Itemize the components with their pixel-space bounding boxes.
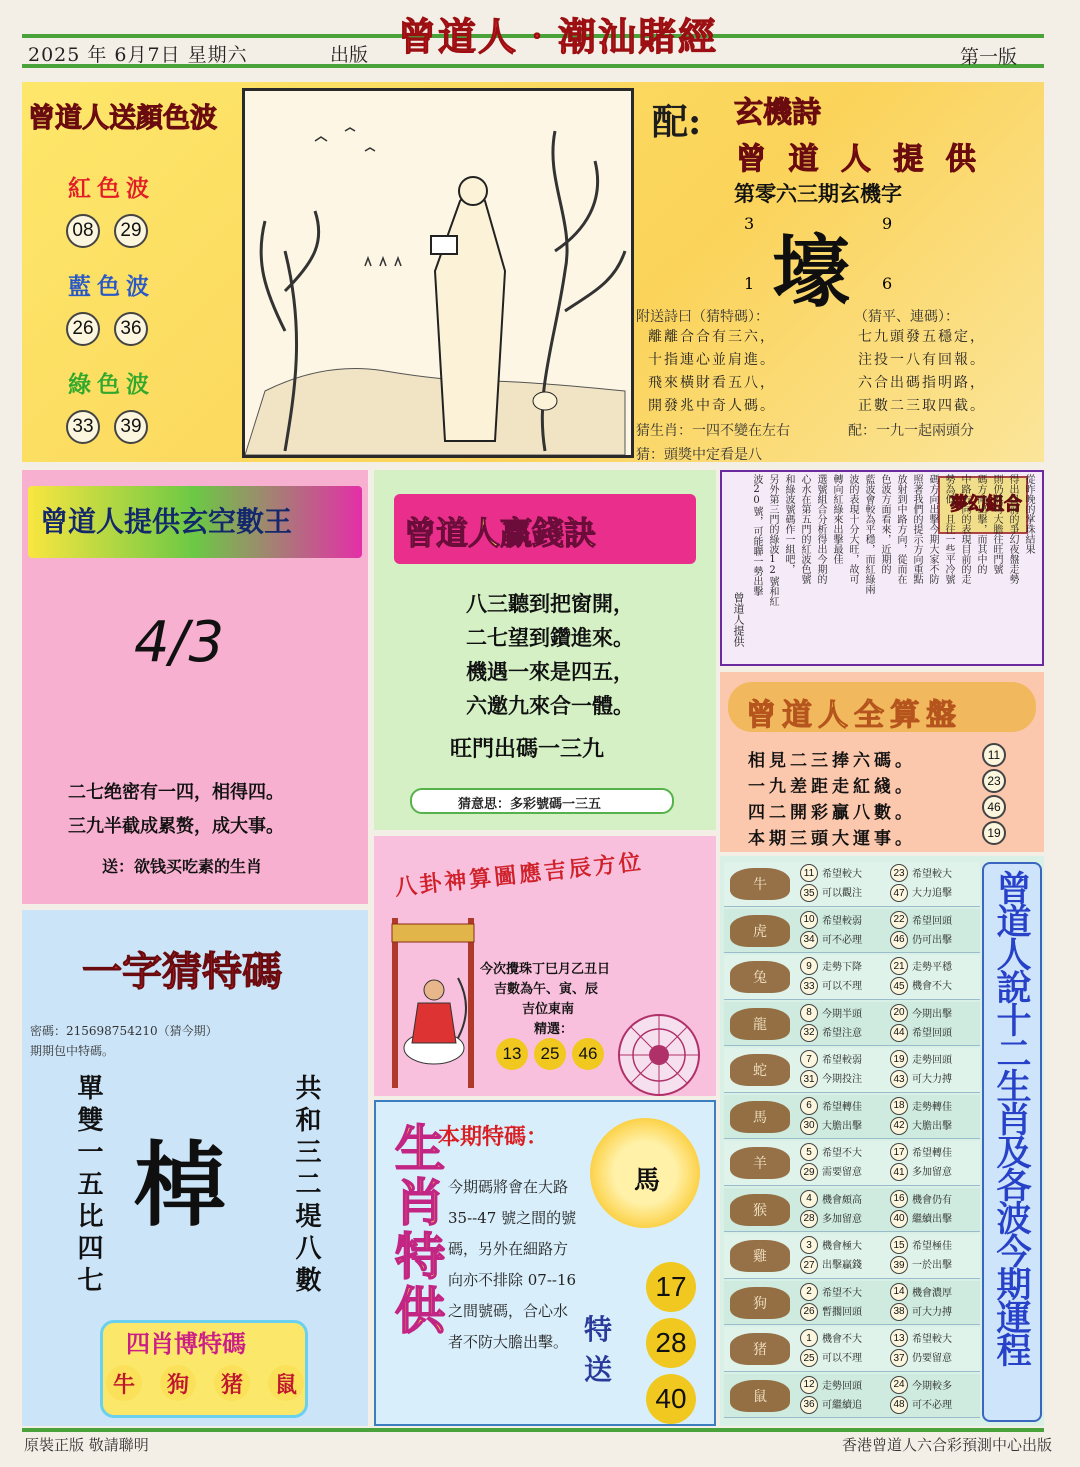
poem-right-lines (858, 326, 986, 418)
xuankong-gift: 送：欲钱买吃素的生肖 (102, 857, 263, 876)
zodiac-text-3: 今期較多 (912, 1380, 952, 1392)
zodiac-text-2: 出擊贏錢 (822, 1260, 862, 1271)
fantasy-column: 則仍然可大膽往旺門號 (991, 474, 1002, 574)
zodiac-num-a: 3 (800, 1236, 818, 1254)
zodiac-num-b: 40 (890, 1210, 908, 1228)
zodiac-num-b: 16 (890, 1190, 908, 1208)
zodiac-num-a: 25 (800, 1349, 818, 1367)
zodiac-text-4: 可大力搏 (912, 1306, 952, 1318)
zodiac-num-a: 29 (800, 1163, 818, 1181)
zodiac-row (724, 1327, 980, 1372)
zodiac-text-2: 希望注意 (822, 1027, 862, 1039)
zodiac-num-a: 6 (800, 1097, 818, 1115)
zodiac-text-2: 大膽出擊 (822, 1120, 862, 1132)
zodiac-num-a: 36 (800, 1396, 818, 1414)
zodiac-text-3: 走勢平穩 (912, 962, 952, 973)
zodiac-num-b: 19 (890, 1050, 908, 1068)
zodiac-num-a: 32 (800, 1024, 818, 1042)
zodiac-animal: 羊 (730, 1147, 790, 1179)
win-hint: 猜意思：多彩號碼一三五 (458, 797, 602, 812)
zodiac-num-b: 20 (890, 1004, 908, 1022)
zodiac-text-1: 今期半頭 (822, 1008, 862, 1020)
calc-row-number: 23 (982, 769, 1006, 793)
zodiac-animal: 雞 (730, 1240, 790, 1272)
zodiac-num-a: 9 (800, 957, 818, 975)
zodiac-animal: 馬 (730, 1101, 790, 1133)
zodiac-num-a: 26 (800, 1303, 818, 1321)
special-zodiac: 馬 (634, 1166, 661, 1196)
zodiac-row (724, 909, 980, 954)
bagua-line-1: 今次攪珠丁巳月乙丑日 (480, 962, 611, 977)
calc-row-text: 四二開彩贏八數。 (748, 803, 916, 823)
zodiac-text-3: 機會濃厚 (912, 1287, 952, 1299)
zodiac-num-b: 13 (890, 1329, 908, 1347)
zodiac-num-b: 39 (890, 1256, 908, 1274)
zodiac-text-1: 走勢回頭 (822, 1380, 862, 1392)
zodiac-row (724, 1234, 980, 1279)
bagua-line-2: 吉數為午、寅、辰 (494, 982, 599, 997)
bagua-line-3: 吉位東南 (522, 1002, 575, 1017)
calc-title: 曾道人全算盤 (746, 698, 962, 733)
zodiac-animal: 鼠 (730, 1380, 790, 1412)
one-char-panel (22, 910, 368, 1426)
poem-left-header: 附送詩曰（猜特碼）： (636, 309, 769, 325)
zodiac-num-b: 38 (890, 1303, 908, 1321)
poem-line: 七九頭發五穩定， (858, 329, 986, 345)
zodiac-text-4: 可大力搏 (912, 1074, 952, 1085)
zodiac-text-3: 走勢回頭 (912, 1055, 952, 1066)
zodiac-num-b: 15 (890, 1236, 908, 1254)
zodiac-row (724, 862, 980, 907)
zodiac-text-1: 希望不大 (822, 1287, 862, 1299)
win-line-3: 機遇一來是四五， (466, 659, 634, 684)
wave-number: 29 (114, 214, 148, 248)
special-number: 40 (646, 1374, 696, 1424)
zodiac-text-1: 希望較大 (822, 869, 862, 880)
xuankong-line-2: 三九半截成累赘，成大事。 (68, 816, 284, 837)
zodiac-text-4: 多加留意 (912, 1167, 952, 1178)
zodiac-num-b: 45 (890, 977, 908, 995)
footer-left: 原裝正版 敬請聯明 (24, 1436, 149, 1454)
wave-number: 39 (114, 410, 148, 444)
zodiac-num-b: 14 (890, 1283, 908, 1301)
win-panel (374, 470, 716, 830)
zodiac-animal: 猴 (730, 1194, 790, 1226)
fantasy-column: 轉向紅綠來出擊最佳 (831, 474, 842, 564)
zodiac-animal: 兔 (730, 961, 790, 993)
wave-label: 紅色波 (68, 175, 155, 202)
zodiac-row (724, 1188, 980, 1233)
fantasy-column: 和綠波號碼作一組吧， (783, 474, 794, 574)
win-line-2: 二七望到鑽進來。 (466, 625, 634, 650)
zodiac-text-4: 希望回頭 (912, 1027, 952, 1039)
zodiac-text-2: 可以觀注 (822, 888, 862, 899)
bagua-pick: 25 (534, 1038, 566, 1070)
zodiac-animal: 猪 (730, 1333, 790, 1365)
zodiac-text-3: 希望較大 (912, 1334, 952, 1345)
zodiac-panel (720, 856, 1044, 1426)
zodiac-text-2: 需要留意 (822, 1167, 862, 1178)
zodiac-num-a: 4 (800, 1190, 818, 1208)
poem-glyph: 壕 (772, 227, 851, 318)
zodiac-animal: 狗 (730, 1287, 790, 1319)
poem-issue: 第零六三期玄機字 (734, 181, 902, 206)
zodiac-row (724, 955, 980, 1000)
fantasy-column: 碼方向出擊，而其中的 (975, 474, 986, 574)
poem-head-guess: 猜：頭獎中定看是八 (636, 447, 762, 463)
wave-number: 26 (66, 312, 100, 346)
zodiac-text-3: 希望轉佳 (912, 1148, 952, 1159)
zodiac-num-b: 48 (890, 1396, 908, 1414)
zodiac-num-b: 41 (890, 1163, 908, 1181)
wave-label: 藍色波 (68, 273, 155, 300)
win-line-4: 六邀九來合一體。 (466, 693, 634, 718)
zodiac-animal: 蛇 (730, 1054, 790, 1086)
warrior-drawing (388, 918, 480, 1088)
fantasy-column: 從昨晚的掌珠結果 (1023, 474, 1034, 554)
zodiac-num-b: 42 (890, 1117, 908, 1135)
zodiac-num-b: 21 (890, 957, 908, 975)
zodiac-row (724, 1281, 980, 1326)
zodiac-num-a: 8 (800, 1004, 818, 1022)
fantasy-column: 色波方面看來，近期的 (879, 474, 890, 574)
zodiac-text-1: 機會頗高 (822, 1194, 862, 1206)
poem-line: 飛來橫財看五八， (648, 375, 776, 391)
four-zodiac-item: 牛 (106, 1365, 142, 1401)
four-zodiac-item: 鼠 (268, 1365, 304, 1401)
zodiac-num-a: 31 (800, 1070, 818, 1088)
special-gift: 特送 (584, 1313, 613, 1386)
zodiac-num-a: 30 (800, 1117, 818, 1135)
zodiac-text-3: 走勢轉佳 (912, 1101, 952, 1113)
zodiac-text-1: 希望較弱 (822, 1055, 862, 1066)
zodiac-text-1: 希望不大 (822, 1148, 862, 1159)
poem-line: 十指連心並肩進。 (648, 352, 776, 368)
zodiac-row (724, 1048, 980, 1093)
wave-number: 36 (114, 312, 148, 346)
zodiac-num-a: 33 (800, 977, 818, 995)
xuankong-handwritten: 4/3 (134, 610, 225, 675)
calc-row-number: 11 (982, 743, 1006, 767)
fantasy-column: 得出目前的爭幻夜盤走勢 (1007, 474, 1018, 584)
zodiac-num-b: 47 (890, 884, 908, 902)
poem-line: 六合出碼指明路， (858, 375, 986, 391)
zodiac-text-2: 今期投注 (822, 1074, 862, 1085)
win-prosper: 旺門出碼一三九 (450, 736, 605, 762)
zodiac-num-a: 12 (800, 1376, 818, 1394)
fantasy-panel (720, 470, 1044, 666)
zodiac-text-4: 大膽出擊 (912, 1120, 952, 1132)
zodiac-num-a: 7 (800, 1050, 818, 1068)
bagua-wheel (616, 1012, 702, 1098)
fantasy-column: 照著我們的提示方向重點 (911, 474, 922, 584)
one-char-title: 一字猜特碼 (82, 948, 282, 995)
zodiac-text-1: 希望轉佳 (822, 1101, 862, 1113)
zodiac-text-4: 一於出擊 (912, 1260, 952, 1271)
zodiac-text-1: 希望較弱 (822, 915, 862, 927)
zodiac-animal: 虎 (730, 915, 790, 947)
poem-line: 離離合合有三六， (648, 329, 776, 345)
zodiac-side-title: 曾道人說十二生肖及各波今期運程 (991, 870, 1032, 1365)
special-title: 本期特碼： (438, 1124, 549, 1150)
zodiac-num-b: 37 (890, 1349, 908, 1367)
poem-right-header: （猜平、連碼）： (854, 309, 959, 325)
special-panel (374, 1100, 716, 1426)
zodiac-text-2: 暫擱回頭 (822, 1306, 862, 1318)
footer-right: 香港曾道人六合彩預測中心出版 (842, 1436, 1053, 1454)
poem-zodiac-guess: 猜生肖：一四不變在左右 (636, 423, 790, 439)
zodiac-text-2: 可不必理 (822, 934, 862, 946)
zodiac-text-2: 多加留意 (822, 1213, 862, 1225)
zodiac-text-3: 今期出擊 (912, 1008, 952, 1020)
poem-label-1: 玄機詩 (734, 95, 822, 129)
one-char-right-col: 共和三二堤八數 (291, 1074, 321, 1298)
fantasy-column: 藍波會較為平穩，而紅綠兩 (863, 474, 874, 594)
scholar-drawing (245, 91, 631, 455)
zodiac-text-4: 仍可出擊 (912, 934, 952, 946)
poem-num-br: 6 (882, 274, 893, 293)
zodiac-num-a: 11 (800, 864, 818, 882)
zodiac-text-3: 機會仍有 (912, 1194, 952, 1206)
poem-line: 正數二三取四截。 (858, 398, 986, 414)
published-label: 出版 (330, 44, 369, 66)
zodiac-text-2: 可繼續追 (822, 1399, 862, 1411)
zodiac-text-4: 大力追擊 (912, 888, 952, 899)
poem-num-tr: 9 (882, 214, 893, 233)
one-char-glyph: 棹 (134, 1131, 227, 1239)
bagua-panel (374, 836, 716, 1096)
zodiac-text-4: 機會不大 (912, 981, 952, 992)
zodiac-num-a: 1 (800, 1329, 818, 1347)
fantasy-column: 心水在第五門的紅波色號 (799, 474, 810, 584)
zodiac-text-3: 希望回頭 (912, 915, 952, 927)
fantasy-column: 波的表現十分大旺，故可 (847, 474, 858, 584)
special-text: 今期碼將會在大路 35--47 號之間的號碼，另外在細路方向亦不排除 07--16 之間號碼，合心水者不防大膽出擊。 (448, 1178, 577, 1351)
color-wave-title: 曾道人送顏色波 (28, 103, 217, 134)
zodiac-text-2: 可以不理 (822, 981, 862, 992)
zodiac-num-b: 46 (890, 931, 908, 949)
zodiac-text-2: 可以不理 (822, 1353, 862, 1364)
zodiac-num-b: 17 (890, 1143, 908, 1161)
bagua-pick: 13 (496, 1038, 528, 1070)
zodiac-text-1: 機會不大 (822, 1334, 862, 1345)
poem-line: 注投一八有回報。 (858, 352, 986, 368)
wave-number: 08 (66, 214, 100, 248)
calc-row-text: 相見二三捧六碼。 (748, 751, 916, 771)
wave-number: 33 (66, 410, 100, 444)
poem-label-2: 曾 道 人 提 供 (736, 142, 982, 177)
xuankong-panel (22, 470, 368, 904)
zodiac-num-a: 10 (800, 911, 818, 929)
zodiac-num-b: 18 (890, 1097, 908, 1115)
zodiac-text-3: 希望極佳 (912, 1241, 952, 1252)
zodiac-row (724, 1141, 980, 1186)
fantasy-column: 波20號，可能聯一勢出擊 (751, 474, 762, 596)
calc-row-number: 46 (982, 795, 1006, 819)
zodiac-row (724, 1374, 980, 1419)
fantasy-text (748, 474, 1036, 654)
zodiac-num-a: 27 (800, 1256, 818, 1274)
poem-panel (636, 82, 1044, 462)
zodiac-text-4: 繼續出擊 (912, 1213, 952, 1225)
zodiac-animal: 牛 (730, 868, 790, 900)
calc-panel (720, 672, 1044, 852)
zodiac-num-b: 22 (890, 911, 908, 929)
fantasy-column: 選號組合分析得出今期的 (815, 474, 826, 584)
zodiac-num-a: 5 (800, 1143, 818, 1161)
special-side-title: 生肖特供 (387, 1122, 446, 1338)
fantasy-column: 勢為低，且往一些平冷號 (943, 474, 954, 584)
bagua-pick: 46 (572, 1038, 604, 1070)
color-wave-panel (22, 82, 240, 462)
zodiac-num-b: 24 (890, 1376, 908, 1394)
calc-row-text: 本期三頭大運事。 (748, 829, 916, 849)
zodiac-row (724, 1002, 980, 1047)
warrior-illustration (388, 918, 480, 1088)
fantasy-column: 放射到中路方向，從而在 (895, 474, 906, 584)
bagua-line-4: 精選： (534, 1022, 574, 1037)
bagua-wheel-icon (616, 1012, 702, 1098)
zodiac-text-1: 走勢下降 (822, 962, 862, 973)
win-line-1: 八三聽到把窗開， (466, 591, 634, 616)
one-char-note-1: 密碼：215698754210（猜今期） (30, 1024, 218, 1038)
zodiac-text-3: 希望較大 (912, 869, 952, 880)
xuankong-title: 曾道人提供玄空數王 (40, 505, 293, 538)
special-number: 17 (646, 1262, 696, 1312)
poem-left-lines (648, 326, 776, 418)
fantasy-column: 另外第三門的綠波12號和紅 (767, 474, 778, 606)
zodiac-num-b: 23 (890, 864, 908, 882)
edition-label: 第一版 (960, 46, 1018, 68)
calc-row-number: 19 (982, 821, 1006, 845)
issue-date: 2025 年 6月7日 星期六 (28, 44, 248, 66)
footer-rule (22, 1428, 1044, 1432)
poem-line: 開發兆中奇人碼。 (648, 398, 776, 414)
poem-pair-guess: 配：一九一起兩頭分 (848, 423, 974, 439)
zodiac-num-a: 34 (800, 931, 818, 949)
zodiac-num-b: 44 (890, 1024, 908, 1042)
zodiac-text-1: 機會極大 (822, 1241, 862, 1252)
one-char-note-2: 期期包中特碼。 (30, 1044, 115, 1058)
bagua-title: 八卦神算圖應吉辰方位 (393, 848, 645, 901)
four-zodiac-item: 猪 (214, 1365, 250, 1401)
special-number: 28 (646, 1318, 696, 1368)
poem-prefix: 配: (652, 101, 702, 143)
zodiac-num-b: 43 (890, 1070, 908, 1088)
zodiac-text-4: 可不必理 (912, 1399, 952, 1411)
poem-num-tl: 3 (744, 214, 755, 233)
fantasy-column: 碼方向出擊今期大家不防 (927, 474, 938, 584)
win-title: 曾道人贏錢訣 (404, 514, 597, 552)
zodiac-num-a: 35 (800, 884, 818, 902)
zodiac-num-a: 2 (800, 1283, 818, 1301)
xuankong-line-1: 二七绝密有一四，相得四。 (68, 782, 284, 803)
four-zodiac-title: 四肖博特碼 (126, 1329, 246, 1358)
poem-num-bl: 1 (744, 274, 755, 293)
wave-label: 綠色波 (68, 371, 155, 398)
zodiac-text-4: 仍要留意 (912, 1353, 952, 1364)
masthead-title: 曾道人‧潮汕賭經 (398, 14, 719, 59)
zodiac-num-a: 28 (800, 1210, 818, 1228)
fantasy-column: 中路方向的表現目前的走 (959, 474, 970, 584)
one-char-left-col: 單雙一五比四七 (73, 1074, 103, 1298)
zodiac-animal: 龍 (730, 1008, 790, 1040)
fantasy-sign: 曾道人提供 (732, 592, 745, 647)
scholar-illustration (242, 88, 634, 458)
four-zodiac-item: 狗 (160, 1365, 196, 1401)
fantasy-title: 夢幻組合 (950, 494, 1022, 515)
calc-row-text: 一九差距走紅綫。 (748, 777, 916, 797)
zodiac-row (724, 1095, 980, 1140)
